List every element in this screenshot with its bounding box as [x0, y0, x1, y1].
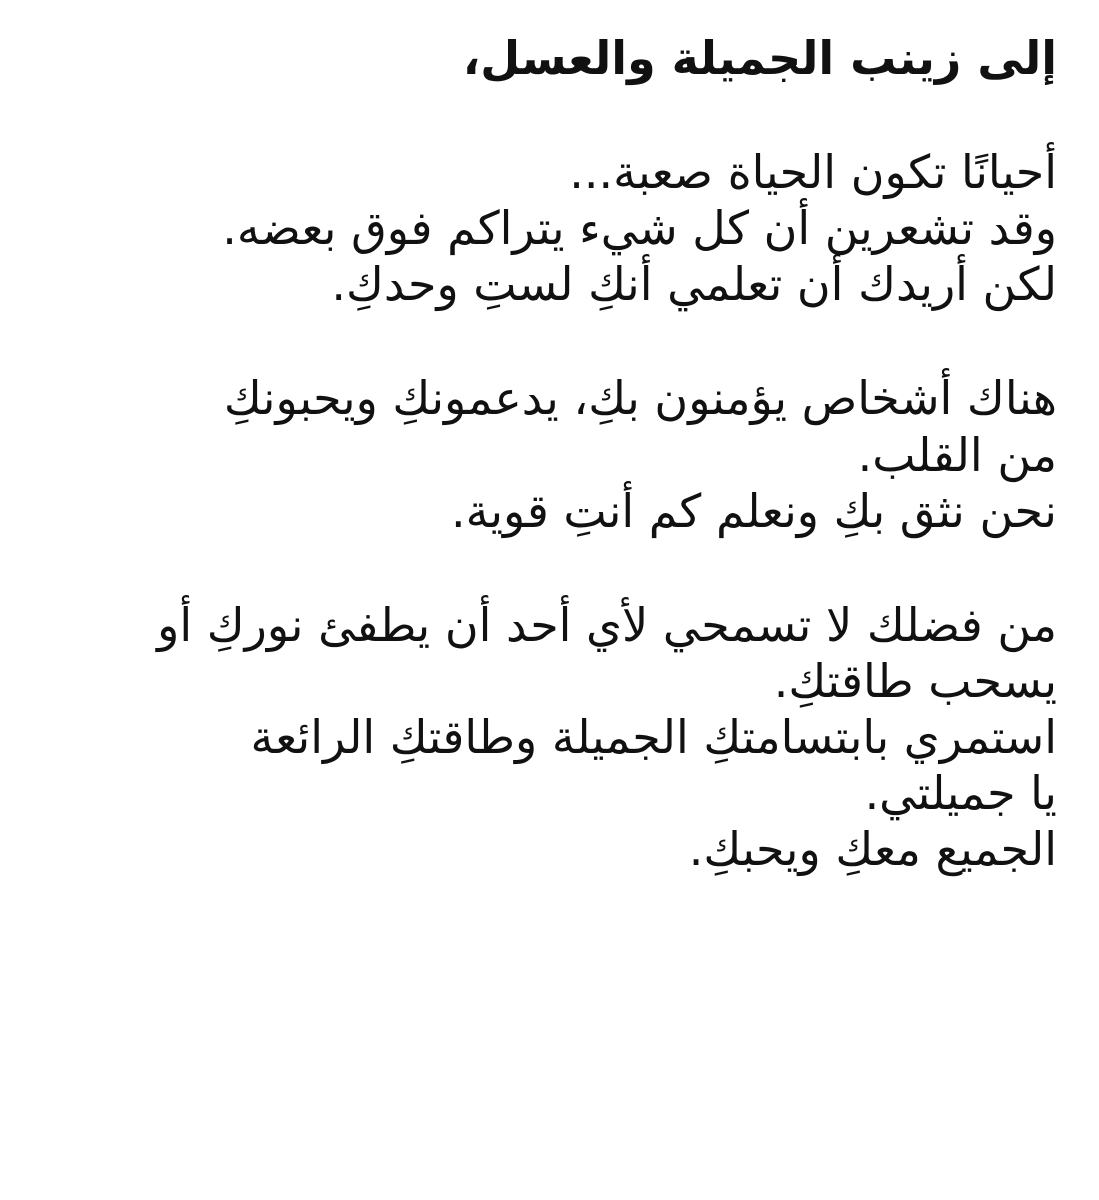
paragraph-1-line-3: لكن أريدك أن تعلمي أنكِ لستِ وحدكِ. — [331, 257, 1057, 312]
greeting-line: إلى زينب الجميلة والعسل، — [462, 31, 1057, 85]
paragraph-1-line-1: أحيانًا تكون الحياة صعبة... — [569, 145, 1057, 200]
paragraph-2-line-3: نحن نثق بكِ ونعلم كم أنتِ قوية. — [450, 483, 1057, 538]
paragraph-2 — [60, 370, 1057, 538]
paragraph-2-line-1: هناك أشخاص يؤمنون بكِ، يدعمونكِ ويحبونكِ — [223, 371, 1057, 426]
paragraph-3-line-1: من فضلك لا تسمحي لأي أحد أن يطفئ نوركِ أو — [157, 597, 1057, 652]
paragraph-3-line-5: الجميع معكِ ويحبكِ. — [688, 822, 1057, 877]
paragraph-2-line-2: من القلب. — [857, 427, 1057, 482]
paragraph-3-line-3: استمري بابتسامتكِ الجميلة وطاقتكِ الرائعة — [250, 709, 1057, 764]
paragraph-3 — [60, 597, 1057, 878]
letter-body — [60, 30, 1057, 877]
paragraph-3-line-2: يسحب طاقتكِ. — [773, 653, 1057, 708]
paragraph-1 — [60, 144, 1057, 312]
greeting — [60, 30, 1057, 86]
paragraph-1-line-2: وقد تشعرين أن كل شيء يتراكم فوق بعضه. — [222, 201, 1057, 256]
paragraph-3-line-4: يا جميلتي. — [864, 766, 1057, 821]
